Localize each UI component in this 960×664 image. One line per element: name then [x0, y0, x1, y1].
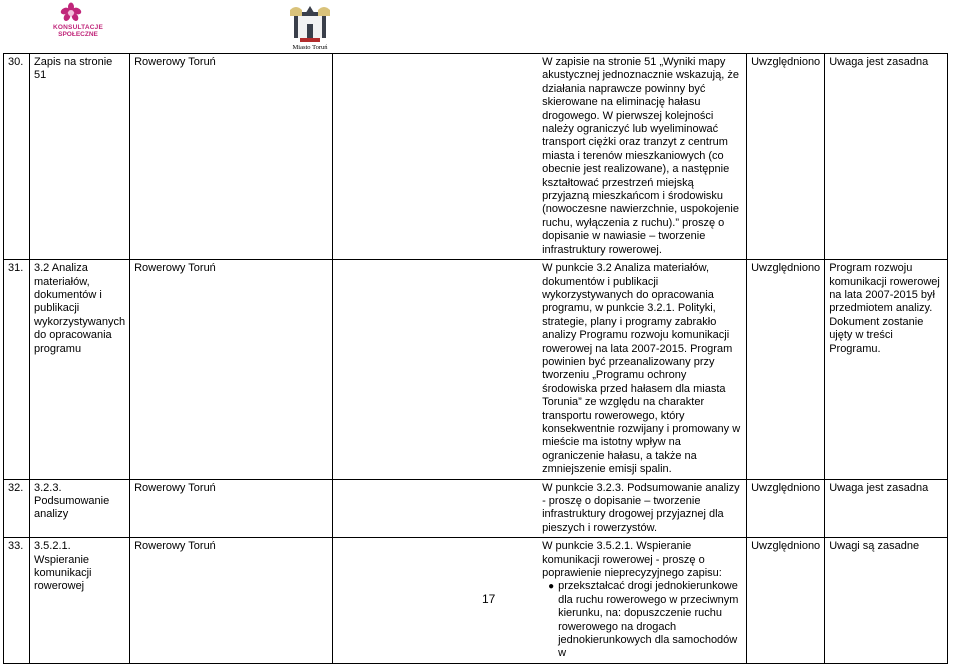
table-row: [4, 54, 948, 260]
row-number: 32.: [4, 479, 30, 538]
status-cell: Uwzględniono: [747, 260, 825, 480]
comment-cell: [825, 479, 948, 538]
bullet-icon: ●: [548, 581, 555, 593]
remark-text: W punkcie 3.2.3. Podsumowanie analizy - proszę o dopisanie – tworzenie infrastruktury drogowej przyjaznej dla pieszych i rowerzystów.: [542, 481, 740, 534]
chapter-cell: 3.2 Analiza materiałów, dokumentów i publikacji wykorzystywanych do opracowania programu: [30, 260, 130, 480]
author-cell: Rowerowy Toruń: [130, 479, 333, 538]
comment-text: Uwagi są zasadne: [829, 540, 920, 553]
chapter-cell: 3.5.2.1. Wspieranie komunikacji rowerowej: [30, 538, 130, 664]
remark-cell: [333, 260, 747, 480]
author-cell: Rowerowy Toruń: [130, 54, 333, 260]
table-row: [4, 538, 948, 664]
author-cell: Rowerowy Toruń: [130, 260, 333, 480]
logo-text-line2: SPOŁECZNE: [58, 31, 98, 38]
table-row: [4, 260, 948, 480]
status-cell: Uwzględniono: [747, 538, 825, 664]
bullet-text: przekształcać drogi jednokierunkowe dla ruchu rowerowego w przeciwnym kierunku, na: dopuszczenie ruchu rowerowego na drogach jednokierunkowych dla samochodów w: [558, 580, 739, 660]
flower-icon: [58, 2, 84, 24]
comment-cell: [825, 54, 948, 260]
torun-city-logo: [288, 2, 332, 54]
remark-text: W zapisie na stronie 51 „Wyniki mapy akustycznej jednoznacznie wskazują, że działania naprawcze powinny być skierowane na eliminację hałasu drogowego. W pierwszej kolejności należy ograniczyć lub wyeliminować transport ciężki oraz tranzyt z centrum miasta i terenów mieszkaniowych (co obecnie jest realizowane), a następnie kształtować przestrzeń miejską przyjazną mieszkańcom i środowisku (nowoczesne nawierzchnie, uspokojenie ruchu, wyłączenia z ruchu).” proszę o dopisanie w nawiasie – tworzenie infrastruktury rowerowej.: [542, 56, 739, 256]
comment-text: Uwaga jest zasadna: [829, 56, 929, 68]
chapter-cell: 3.2.3. Podsumowanie analizy: [30, 479, 130, 538]
remark-text: W punkcie 3.2 Analiza materiałów, dokumentów i publikacji wykorzystywanych do opracowania programu, w punkcie 3.2.1. Polityki, strategie, plany i programy zabrakło analizy Programu rozwoju komunikacji rowerowej na lata 2007-2015. Program powinien być przeanalizowany przy tworzeniu „Programu ochrony środowiska przed hałasem dla miasta Torunia” ze względu na charakter transportu rowerowego, który konsekwentnie rozwijany i promowany w mieście ma istotny wpływ na ograniczenie hałasu, a także na zmniejszenie emisji spalin.: [542, 262, 741, 476]
remark-cell: [333, 479, 747, 538]
bullet-item: [548, 580, 742, 660]
page-number: 17: [482, 592, 496, 606]
logo-text-line1: KONSULTACJE: [53, 24, 103, 31]
row-number: 33.: [4, 538, 30, 664]
comment-text: Program rozwoju komunikacji rowerowej na lata 2007-2015 był przedmiotem analizy. Dokument zostanie ujęty w treści Programu.: [829, 262, 940, 355]
remark-text: W punkcie 3.5.2.1. Wspieranie komunikacji rowerowej - proszę o poprawienie nieprecyzyjnego zapisu:: [542, 540, 722, 580]
row-number: 30.: [4, 54, 30, 260]
comment-text: Uwaga jest zasadna: [829, 481, 929, 494]
status-cell: Uwzględniono: [747, 479, 825, 538]
comment-cell: [825, 260, 948, 480]
chapter-cell: Zapis na stronie 51: [30, 54, 130, 260]
status-cell: Uwzględniono: [747, 54, 825, 260]
author-cell: Rowerowy Toruń: [130, 538, 333, 664]
torun-crest-icon: [288, 2, 332, 44]
remark-cell: [333, 54, 747, 260]
comment-cell: [825, 538, 948, 664]
konsultacje-spoleczne-logo: [44, 2, 112, 42]
remark-cell: [333, 538, 747, 664]
row-number: 31.: [4, 260, 30, 480]
consultation-table: [3, 53, 948, 664]
table-row: [4, 479, 948, 538]
torun-caption: Miasto Toruń: [292, 44, 328, 51]
